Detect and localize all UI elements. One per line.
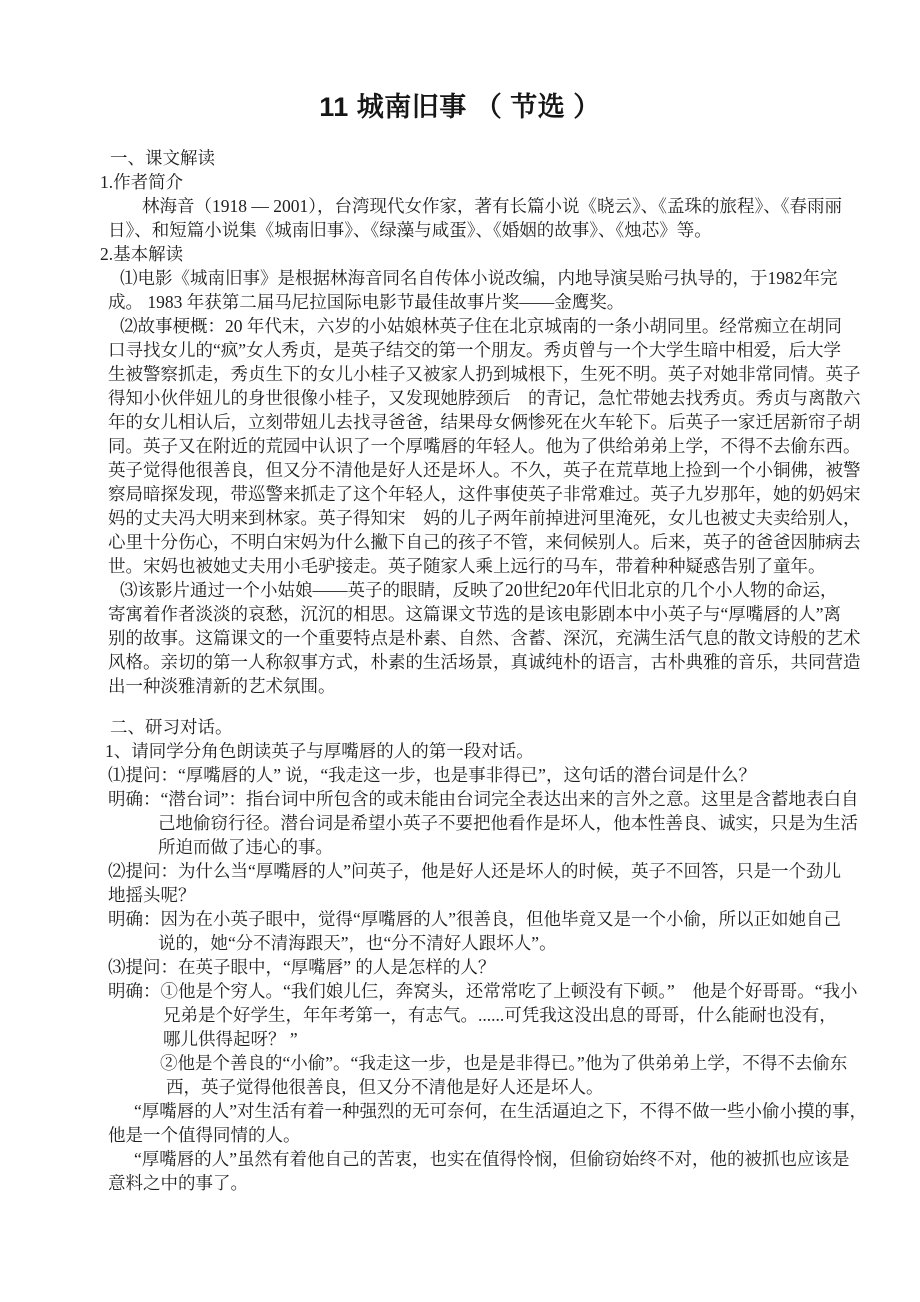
text-line: 地摇头呢？ (108, 885, 196, 905)
text-line: 一、课文解读 (110, 148, 215, 168)
text-line: 年的女儿相认后，立刻带妞儿去找寻爸爸，结果母女俩惨死在火车轮下。后英子一家迁居新帘子胡 (108, 412, 861, 432)
text-line: 明确：“潜台词”：指台词中所包含的或未能由台词完全表达出来的言外之意。这里是含蓄地表白自 (108, 789, 859, 809)
text-line: 林海音（1918 — 2001），台湾现代女作家，著有长篇小说《晓云》、《孟珠的旅程》、《春雨丽 (142, 196, 842, 216)
text-line: 出一种淡雅清新的艺术氛围。 (108, 676, 336, 696)
text-line: 1、请同学分角色朗读英子与厚嘴唇的人的第一段对话。 (105, 741, 534, 761)
text-line: 1.作者简介 (100, 172, 184, 192)
text-line: 西，英子觉得他很善良，但又分不清他是好人还是坏人。 (166, 1077, 604, 1097)
text-line: “厚嘴唇的人”虽然有着他自己的苦衷，也实在值得怜悯，但偷窃始终不对，他的被抓也应该是 (134, 1149, 850, 1169)
text-line: 别的故事。这篇课文的一个重要特点是朴素、自然、含蓄、深沉，充满生活气息的散文诗般的艺术 (108, 628, 861, 648)
text-line: 说的，她“分不清海跟天”，也“分不清好人跟坏人”。 (158, 933, 557, 953)
text-line: 日》、和短篇小说集《城南旧事》、《绿藻与咸蛋》、《婚姻的故事》、《烛芯》等。 (108, 220, 712, 240)
text-line: 察局暗探发现，带巡警来抓走了这个年轻人，这件事使英子非常难过。英子九岁那年，她的奶妈宋 (108, 484, 861, 504)
text-line: 口寻找女儿的“疯”女人秀贞，是英子结交的第一个朋友。秀贞曾与一个大学生暗中相爱，后大学 (108, 340, 842, 360)
text-line: 二、研习对话。 (110, 717, 233, 737)
text-line: 成。 1983 年获第二届马尼拉国际电影节最佳故事片奖——金鹰奖。 (108, 292, 625, 312)
document-title: 11 城南旧事 （ 节选 ） (319, 92, 601, 122)
text-line: “厚嘴唇的人”对生活有着一种强烈的无可奈何，在生活逼迫之下，不得不做一些小偷小摸的事， (134, 1101, 868, 1121)
section-gap (108, 698, 848, 715)
text-line: 妈的丈夫冯大明来到林家。英子得知宋 妈的儿子两年前掉进河里淹死，女儿也被丈夫卖给别人， (108, 508, 861, 528)
text-line: ⑴电影《城南旧事》是根据林海音同名自传体小说改编，内地导演吴贻弓执导的，于1982年完 (120, 268, 838, 288)
text-line: 寄寓着作者淡淡的哀愁，沉沉的相思。这篇课文节选的是该电影剧本中小英子与“厚嘴唇的人”离 (108, 604, 842, 624)
text-line: 同。英子又在附近的荒园中认识了一个厚嘴唇的年轻人。他为了供给弟弟上学，不得不去偷东西。 (108, 436, 861, 456)
text-line: ⑵提问：为什么当“厚嘴唇的人”问英子，他是好人还是坏人的时候，英子不回答，只是一个劲儿 (108, 861, 842, 881)
text-line: 己地偷窃行径。潜台词是希望小英子不要把他看作是坏人，他本性善良、诚实，只是为生活 (158, 813, 858, 833)
text-line: 他是一个值得同情的人。 (108, 1125, 301, 1145)
text-line: 心里十分伤心，不明白宋妈为什么撇下自己的孩子不管，来伺候别人。后来，英子的爸爸因肺病去 (108, 532, 861, 552)
text-line: 世。宋妈也被她丈夫用小毛驴接走。英子随家人乘上远行的马车，带着种种疑惑告别了童年。 (108, 556, 826, 576)
text-line: 明确：因为在小英子眼中，觉得“厚嘴唇的人”很善良，但他毕竟又是一个小偷，所以正如她自己 (108, 909, 842, 929)
text-line: 2.基本解读 (100, 244, 184, 264)
text-line: 英子觉得他很善良，但又分不清他是好人还是坏人。不久，英子在荒草地上捡到一个小铜佛，被警 (108, 460, 861, 480)
text-line: ⑴提问：“厚嘴唇的人” 说，“我走这一步，也是事非得已”，这句话的潜台词是什么？ (108, 765, 756, 785)
text-line: 得知小伙伴妞儿的身世很像小桂子，又发现她脖颈后 的青记，急忙带她去找秀贞。秀贞与离散六 (108, 388, 861, 408)
section-kewen-jiedu (100, 146, 861, 698)
text-line: 兄弟是个好学生，年年考第一，有志气。......可凭我这没出息的哥哥，什么能耐也没有， (163, 1005, 837, 1025)
section-yanxi-duihua (105, 715, 868, 1195)
text-line: 意料之中的事了。 (108, 1173, 248, 1193)
text-line: 哪儿供得起呀？ ” (163, 1029, 298, 1049)
document-body (100, 146, 868, 1195)
text-line: ⑶提问：在英子眼中，“厚嘴唇” 的人是怎样的人？ (108, 957, 496, 977)
text-line: ②他是个善良的“小偷”。“我走这一步，也是是非得已。”他为了供弟弟上学，不得不去偷东 (160, 1053, 848, 1073)
text-line: 所迫而做了违心的事。 (158, 837, 333, 857)
text-line: ⑶该影片通过一个小姑娘——英子的眼睛，反映了20世纪20年代旧北京的几个小人物的命运， (120, 580, 838, 600)
text-line: 明确：①他是个穷人。“我们娘儿仨，奔窝头，还常常吃了上顿没有下顿。” 他是个好哥哥。“我小 (108, 981, 858, 1001)
text-line: 风格。亲切的第一人称叙事方式，朴素的生活场景，真诚纯朴的语言，古朴典雅的音乐，共同营造 (108, 652, 861, 672)
text-line: ⑵故事梗概：20 年代末，六岁的小姑娘林英子住在北京城南的一条小胡同里。经常痴立在胡同 (120, 316, 842, 336)
text-line: 生被警察抓走，秀贞生下的女儿小桂子又被家人扔到城根下，生死不明。英子对她非常同情。英子 (108, 364, 861, 384)
